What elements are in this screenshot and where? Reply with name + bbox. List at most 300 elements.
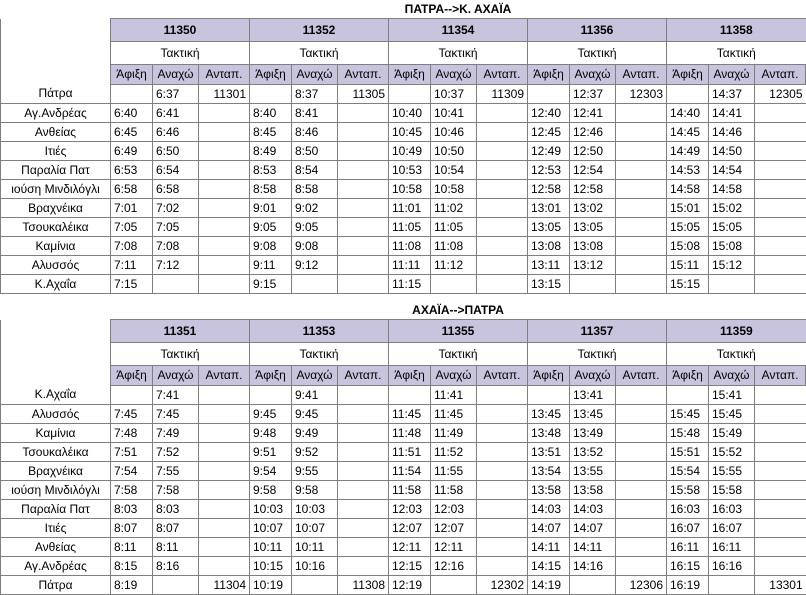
departure-time: 10:37 [431,85,477,104]
connection-time [338,180,389,199]
connection-time [616,443,667,462]
connection-time: 12303 [616,85,667,104]
connection-time [477,386,528,405]
station-row [1,462,806,481]
arrival-time: 12:40 [528,104,570,123]
connection-header: Ανταπ. [755,65,806,85]
arrival-time: 9:08 [250,237,292,256]
arrival-time: 8:11 [111,538,153,557]
connection-time: 12302 [477,576,528,595]
departure-time: 13:55 [570,462,616,481]
arrival-time: 15:01 [667,199,709,218]
connection-time [338,142,389,161]
station-row [1,218,806,237]
station-row [1,104,806,123]
connection-time [338,519,389,538]
departure-time: 8:41 [292,104,338,123]
departure-time: 16:11 [709,538,755,557]
arrival-header: Άφιξη [389,65,431,85]
connection-time [338,123,389,142]
arrival-time: 14:07 [528,519,570,538]
arrival-time: 13:58 [528,481,570,500]
title-spacer [1,301,111,320]
station-row [1,180,806,199]
connection-time [616,256,667,275]
departure-time [570,275,616,294]
connection-time [477,481,528,500]
departure-time: 13:12 [570,256,616,275]
departure-time: 7:41 [153,386,199,405]
arrival-time: 11:05 [389,218,431,237]
departure-time: 11:45 [431,405,477,424]
connection-time [477,557,528,576]
arrival-header: Άφιξη [250,65,292,85]
service-type: Τακτική [667,42,806,65]
arrival-time: 13:54 [528,462,570,481]
station-row [1,538,806,557]
connection-time [199,462,250,481]
arrival-time: 11:54 [389,462,431,481]
connection-time [477,199,528,218]
departure-time: 12:11 [431,538,477,557]
connection-time [338,500,389,519]
departure-time [153,576,199,595]
arrival-time: 15:15 [667,275,709,294]
arrival-time: 13:15 [528,275,570,294]
departure-time: 8:50 [292,142,338,161]
departure-time: 16:03 [709,500,755,519]
connection-time [477,500,528,519]
title-row [1,0,806,19]
departure-time: 9:08 [292,237,338,256]
departure-time: 7:05 [153,218,199,237]
connection-time [338,386,389,405]
connection-time [616,142,667,161]
station-name: Κ.Αχαΐα [1,386,111,405]
connection-time [616,386,667,405]
departure-time: 11:58 [431,481,477,500]
connection-time [755,180,806,199]
departure-time: 13:45 [570,405,616,424]
departure-time: 9:41 [292,386,338,405]
arrival-time: 15:51 [667,443,709,462]
arrival-time: 12:15 [389,557,431,576]
arrival-time: 10:53 [389,161,431,180]
connection-time [477,218,528,237]
connection-time [338,275,389,294]
connection-time [338,405,389,424]
departure-time: 12:41 [570,104,616,123]
service-type-row [1,42,806,65]
departure-time: 9:55 [292,462,338,481]
connection-time [338,256,389,275]
connection-time [755,256,806,275]
connection-time [199,386,250,405]
departure-time: 15:41 [709,386,755,405]
departure-time: 9:12 [292,256,338,275]
departure-time: 12:50 [570,142,616,161]
departure-time: 8:54 [292,161,338,180]
connection-time [755,405,806,424]
departure-time: 13:49 [570,424,616,443]
arrival-time: 9:48 [250,424,292,443]
departure-time: 13:08 [570,237,616,256]
station-row [1,256,806,275]
arrival-time [250,85,292,104]
station-row [1,237,806,256]
connection-time [755,481,806,500]
arrival-time: 9:15 [250,275,292,294]
connection-time [616,538,667,557]
service-type-row [1,343,806,366]
arrival-time: 13:51 [528,443,570,462]
connection-time [755,557,806,576]
connection-time [199,443,250,462]
departure-time: 11:12 [431,256,477,275]
train-number: 11352 [250,19,389,42]
arrival-time: 7:01 [111,199,153,218]
departure-time: 8:58 [292,180,338,199]
arrival-time: 9:45 [250,405,292,424]
arrival-time: 6:45 [111,123,153,142]
arrival-time: 13:08 [528,237,570,256]
arrival-time: 14:19 [528,576,570,595]
arrival-time: 11:08 [389,237,431,256]
header-spacer [1,343,111,366]
departure-header: Αναχώ [431,65,477,85]
departure-time: 15:05 [709,218,755,237]
connection-time [755,500,806,519]
departure-time: 11:02 [431,199,477,218]
header-spacer [1,19,111,42]
arrival-header: Άφιξη [528,366,570,386]
arrival-time: 12:53 [528,161,570,180]
departure-time: 8:16 [153,557,199,576]
departure-header: Αναχώ [431,366,477,386]
arrival-time: 7:08 [111,237,153,256]
arrival-time: 7:15 [111,275,153,294]
connection-time [616,481,667,500]
connection-time [616,519,667,538]
departure-time: 12:16 [431,557,477,576]
station-row [1,424,806,443]
connection-time [477,538,528,557]
departure-time: 7:02 [153,199,199,218]
connection-time [199,557,250,576]
departure-time: 7:45 [153,405,199,424]
departure-time: 15:02 [709,199,755,218]
connection-time [338,481,389,500]
arrival-time: 8:15 [111,557,153,576]
connection-time [477,275,528,294]
departure-time: 14:07 [570,519,616,538]
departure-time [431,576,477,595]
connection-time [477,161,528,180]
connection-time: 12305 [755,85,806,104]
arrival-time: 14:15 [528,557,570,576]
connection-time [616,161,667,180]
title-row [1,301,806,320]
connection-time [616,104,667,123]
connection-time: 11304 [199,576,250,595]
arrival-time: 10:49 [389,142,431,161]
arrival-time: 14:03 [528,500,570,519]
departure-time: 15:08 [709,237,755,256]
arrival-time [528,85,570,104]
connection-time [477,424,528,443]
station-row [1,481,806,500]
departure-time: 9:02 [292,199,338,218]
timetable-title: ΠΑΤΡΑ-->Κ. ΑΧΑΪΑ [111,0,806,19]
arrival-header: Άφιξη [111,366,153,386]
connection-time [755,538,806,557]
departure-time: 15:55 [709,462,755,481]
arrival-time: 9:11 [250,256,292,275]
departure-time [709,576,755,595]
departure-time: 13:41 [570,386,616,405]
departure-time: 11:55 [431,462,477,481]
connection-header: Ανταπ. [199,366,250,386]
connection-time: 12306 [616,576,667,595]
arrival-time: 13:05 [528,218,570,237]
station-name: Καμίνια [1,237,111,256]
departure-time: 12:58 [570,180,616,199]
departure-time: 11:52 [431,443,477,462]
train-number-row [1,19,806,42]
connection-time [199,405,250,424]
arrival-time: 14:40 [667,104,709,123]
departure-time: 10:58 [431,180,477,199]
connection-header: Ανταπ. [477,65,528,85]
departure-time [292,576,338,595]
connection-time [616,237,667,256]
arrival-time: 11:15 [389,275,431,294]
arrival-time: 10:40 [389,104,431,123]
arrival-time: 7:11 [111,256,153,275]
departure-time: 12:07 [431,519,477,538]
station-name: Ιτιές [1,142,111,161]
connection-time [755,462,806,481]
column-header-row [1,366,806,386]
departure-time: 14:03 [570,500,616,519]
departure-time [431,275,477,294]
station-name: ιούση Μινδιλόγλι [1,481,111,500]
connection-time [199,500,250,519]
arrival-time: 6:40 [111,104,153,123]
arrival-time: 9:05 [250,218,292,237]
connection-time [199,180,250,199]
connection-time [199,519,250,538]
connection-header: Ανταπ. [338,65,389,85]
arrival-time: 6:58 [111,180,153,199]
connection-header: Ανταπ. [477,366,528,386]
connection-time [199,199,250,218]
departure-time: 8:46 [292,123,338,142]
departure-time: 14:16 [570,557,616,576]
departure-time: 9:45 [292,405,338,424]
departure-time: 8:07 [153,519,199,538]
connection-time [616,123,667,142]
arrival-time: 8:45 [250,123,292,142]
departure-time: 15:45 [709,405,755,424]
header-spacer [1,320,111,343]
departure-time: 6:37 [153,85,199,104]
arrival-time: 10:07 [250,519,292,538]
arrival-time [389,85,431,104]
station-row [1,576,806,595]
arrival-time: 7:54 [111,462,153,481]
departure-time: 12:03 [431,500,477,519]
connection-time [199,538,250,557]
arrival-time: 10:45 [389,123,431,142]
departure-time: 10:16 [292,557,338,576]
connection-time [338,462,389,481]
connection-header: Ανταπ. [755,366,806,386]
train-number: 11355 [389,320,528,343]
connection-time [755,237,806,256]
station-row [1,275,806,294]
service-type: Τακτική [111,343,250,366]
station-row [1,85,806,104]
connection-time [477,443,528,462]
connection-time [616,462,667,481]
train-number: 11350 [111,19,250,42]
connection-time [199,275,250,294]
station-name: Ανθείας [1,538,111,557]
departure-time: 11:08 [431,237,477,256]
arrival-time: 10:58 [389,180,431,199]
arrival-time: 12:03 [389,500,431,519]
header-spacer [1,366,111,386]
connection-time [199,481,250,500]
arrival-time: 15:05 [667,218,709,237]
departure-time: 7:08 [153,237,199,256]
connection-time [199,256,250,275]
departure-time: 11:49 [431,424,477,443]
departure-time: 15:12 [709,256,755,275]
connection-time [338,161,389,180]
arrival-time: 8:58 [250,180,292,199]
departure-time [153,275,199,294]
connection-time [338,199,389,218]
departure-time: 16:07 [709,519,755,538]
connection-time [755,424,806,443]
connection-header: Ανταπ. [616,65,667,85]
connection-time [338,104,389,123]
connection-time [199,218,250,237]
connection-time [338,538,389,557]
arrival-time: 7:45 [111,405,153,424]
arrival-time: 10:11 [250,538,292,557]
departure-time: 10:50 [431,142,477,161]
station-name: Πάτρα [1,85,111,104]
connection-time [755,161,806,180]
station-row [1,199,806,218]
station-row [1,405,806,424]
arrival-time: 8:53 [250,161,292,180]
arrival-time: 8:40 [250,104,292,123]
connection-time [616,500,667,519]
departure-header: Αναχώ [709,366,755,386]
departure-time: 12:54 [570,161,616,180]
station-name: ιούση Μινδιλόγλι [1,180,111,199]
arrival-time: 13:48 [528,424,570,443]
train-number: 11358 [667,19,806,42]
station-name: Βραχνέικα [1,199,111,218]
train-number: 11357 [528,320,667,343]
train-number: 11353 [250,320,389,343]
departure-time: 13:05 [570,218,616,237]
station-row [1,557,806,576]
arrival-header: Άφιξη [667,65,709,85]
arrival-time: 11:58 [389,481,431,500]
connection-time [477,405,528,424]
connection-time [477,142,528,161]
arrival-time [667,85,709,104]
arrival-time: 10:19 [250,576,292,595]
departure-time: 13:02 [570,199,616,218]
arrival-time: 14:11 [528,538,570,557]
connection-time: 11308 [338,576,389,595]
station-row [1,519,806,538]
return-timetable [0,301,806,595]
connection-time [477,237,528,256]
timetable-title: ΑΧΑΪΑ-->ΠΑΤΡΑ [111,301,806,320]
arrival-time: 7:51 [111,443,153,462]
connection-time [199,161,250,180]
departure-header: Αναχώ [570,65,616,85]
connection-time [199,142,250,161]
departure-time: 10:41 [431,104,477,123]
departure-time: 10:54 [431,161,477,180]
departure-time: 6:58 [153,180,199,199]
connection-time [477,519,528,538]
departure-time: 9:05 [292,218,338,237]
connection-time: 11301 [199,85,250,104]
arrival-time: 15:11 [667,256,709,275]
departure-header: Αναχώ [153,65,199,85]
arrival-time [111,85,153,104]
connection-time [755,123,806,142]
arrival-time: 9:01 [250,199,292,218]
departure-time: 8:11 [153,538,199,557]
arrival-time: 14:58 [667,180,709,199]
connection-header: Ανταπ. [199,65,250,85]
arrival-time [111,386,153,405]
service-type: Τακτική [528,343,667,366]
departure-time: 15:58 [709,481,755,500]
departure-time: 8:03 [153,500,199,519]
station-name: Αλυσσός [1,405,111,424]
departure-time: 10:11 [292,538,338,557]
arrival-header: Άφιξη [111,65,153,85]
departure-time: 11:41 [431,386,477,405]
station-name: Βραχνέικα [1,462,111,481]
station-name: Ανθείας [1,123,111,142]
title-spacer [1,0,111,19]
arrival-time: 12:45 [528,123,570,142]
connection-time [755,519,806,538]
arrival-time: 14:45 [667,123,709,142]
service-type: Τακτική [250,343,389,366]
departure-header: Αναχώ [292,65,338,85]
connection-time [616,180,667,199]
arrival-time: 16:15 [667,557,709,576]
departure-time: 8:37 [292,85,338,104]
arrival-time: 10:03 [250,500,292,519]
arrival-time: 8:07 [111,519,153,538]
departure-time [709,275,755,294]
